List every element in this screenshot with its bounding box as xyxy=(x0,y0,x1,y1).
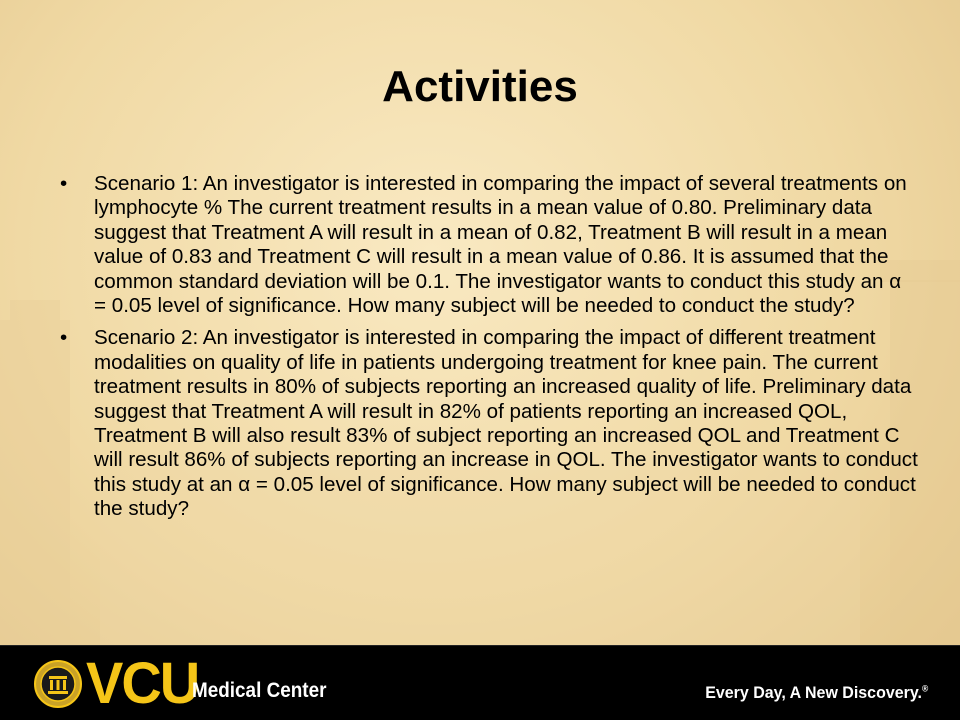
tagline-text: Every Day, A New Discovery. xyxy=(705,683,922,702)
vcu-logo: VCU xyxy=(86,649,199,716)
institution-name: Medical Center xyxy=(192,679,327,702)
scenario-2-text: Scenario 2: An investigator is interested in comparing the impact of different treatment modalities on quality of life in patients undergoing treatment for knee pain. The current treatment results in 80% of subjects reporting an increased quality of life. Preliminary data suggest that Treatment A will result in 82% of patients reporting an increased QOL, Treatment B will also result 83% of subject reporting an increased QOL and Treatment C will result 86% of subjects reporting an increase in QOL. The investigator wants to conduct this study at an α = 0.05 level of significance. How many subject will be needed to conduct the study? xyxy=(94,326,918,521)
bullet-symbol: • xyxy=(60,172,68,195)
university-seal-icon xyxy=(34,660,82,708)
slide-title: Activities xyxy=(382,62,578,111)
bullet-symbol: • xyxy=(60,326,68,350)
tagline xyxy=(705,683,928,703)
footer-bar xyxy=(0,645,960,720)
list-item xyxy=(58,172,918,318)
bullet-list xyxy=(58,172,918,530)
list-item xyxy=(58,326,918,521)
scenario-1-text: Scenario 1: An investigator is interested in comparing the impact of several treatments on lymphocyte % The current treatment results in a mean value of 0.80. Preliminary data suggest that Treatment A will result in a mean of 0.82, Treatment B will result in a mean value of 0.83 and Treatment C will result in a mean value of 0.86. It is assumed that the common standard deviation will be 0.1. The investigator wants to conduct this study an α = 0.05 level of significance. How many subject will be needed to conduct the study? xyxy=(94,172,907,318)
trademark-symbol: ® xyxy=(921,683,928,694)
